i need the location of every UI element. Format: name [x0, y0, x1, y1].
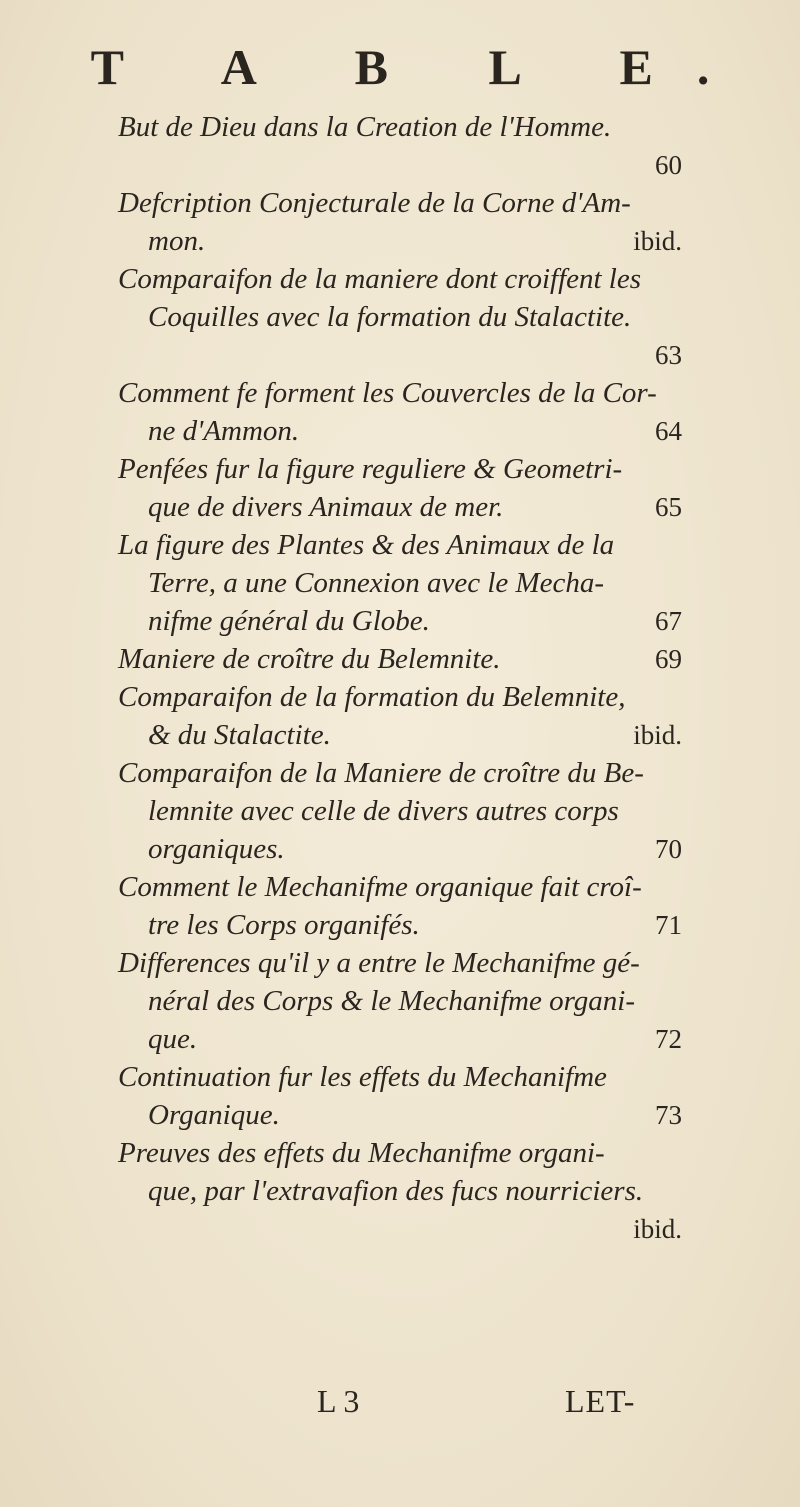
page-title: T A B L E.	[90, 39, 754, 95]
toc-entry	[118, 450, 682, 526]
toc-entry-line: que, par l'extravafion des fucs nourriciers.	[148, 1175, 644, 1207]
toc-entry	[118, 868, 682, 944]
table-of-contents	[118, 108, 682, 1248]
toc-entry-line: que.	[148, 1023, 198, 1055]
toc-entry-line: Comment fe forment les Couvercles de la Cor-	[118, 377, 657, 409]
toc-entry-line: tre les Corps organifés.	[148, 909, 420, 941]
toc-entry-line: organiques.	[148, 833, 285, 865]
page-number: ibid.	[633, 720, 682, 750]
toc-entry	[118, 260, 682, 374]
toc-entry-line: & du Stalactite.	[148, 719, 331, 751]
signature-mark: L 3	[317, 1383, 360, 1419]
toc-entry-line: Comparaifon de la maniere dont croiffent les	[118, 263, 642, 295]
toc-entry	[118, 754, 682, 868]
toc-entry	[118, 678, 682, 754]
toc-entry-line: Comparaifon de la Maniere de croître du Be-	[118, 757, 644, 789]
toc-entry	[118, 944, 682, 1058]
toc-entry	[118, 108, 682, 184]
toc-entry-line: néral des Corps & le Mechanifme organi-	[148, 985, 636, 1017]
toc-entry-line: Differences qu'il y a entre le Mechanifme gé-	[118, 947, 640, 979]
toc-entry-line: Organique.	[148, 1099, 280, 1131]
page-number: 73	[655, 1100, 682, 1130]
page-number: ibid.	[633, 1214, 682, 1244]
toc-entry-line: que de divers Animaux de mer.	[148, 491, 504, 523]
toc-entry-line: Preuves des effets du Mechanifme organi-	[118, 1137, 605, 1169]
toc-entry-line: Continuation fur les effets du Mechanifme	[118, 1061, 607, 1093]
toc-entry	[118, 184, 682, 260]
toc-entry	[118, 640, 682, 678]
page-number: 71	[655, 910, 682, 940]
toc-entry-line: mon.	[148, 225, 206, 257]
page-number: 63	[655, 340, 682, 370]
toc-entry-line: Maniere de croître du Belemnite.	[118, 643, 501, 675]
page-number: ibid.	[633, 226, 682, 256]
toc-entry-line: Comparaifon de la formation du Belemnite,	[118, 681, 626, 713]
toc-entry-line: But de Dieu dans la Creation de l'Homme.	[118, 111, 612, 143]
toc-entry	[118, 1134, 682, 1248]
toc-entry	[118, 526, 682, 640]
page-footer	[0, 1383, 800, 1433]
toc-entry-line: La figure des Plantes & des Animaux de la	[118, 529, 615, 561]
toc-entry-line: Defcription Conjecturale de la Corne d'Am-	[118, 187, 631, 219]
page-number: 69	[655, 644, 682, 674]
toc-entry-line: lemnite avec celle de divers autres corps	[148, 795, 619, 827]
page-number: 60	[655, 150, 682, 180]
toc-entry	[118, 1058, 682, 1134]
toc-entry-line: Coquilles avec la formation du Stalactite.	[148, 301, 632, 333]
page-number: 65	[655, 492, 682, 522]
catchword: LET-	[565, 1383, 636, 1419]
page-number: 72	[655, 1024, 682, 1054]
toc-entry-line: Penfées fur la figure reguliere & Geometri-	[118, 453, 623, 485]
toc-entry	[118, 374, 682, 450]
toc-entry-line: ne d'Ammon.	[148, 415, 300, 447]
toc-entry-line: Terre, a une Connexion avec le Mecha-	[148, 567, 605, 599]
toc-entry-line: nifme général du Globe.	[148, 605, 430, 637]
toc-entry-line: Comment le Mechanifme organique fait croî-	[118, 871, 642, 903]
page-number: 67	[655, 606, 682, 636]
page-number: 70	[655, 834, 682, 864]
page-number: 64	[655, 416, 682, 446]
